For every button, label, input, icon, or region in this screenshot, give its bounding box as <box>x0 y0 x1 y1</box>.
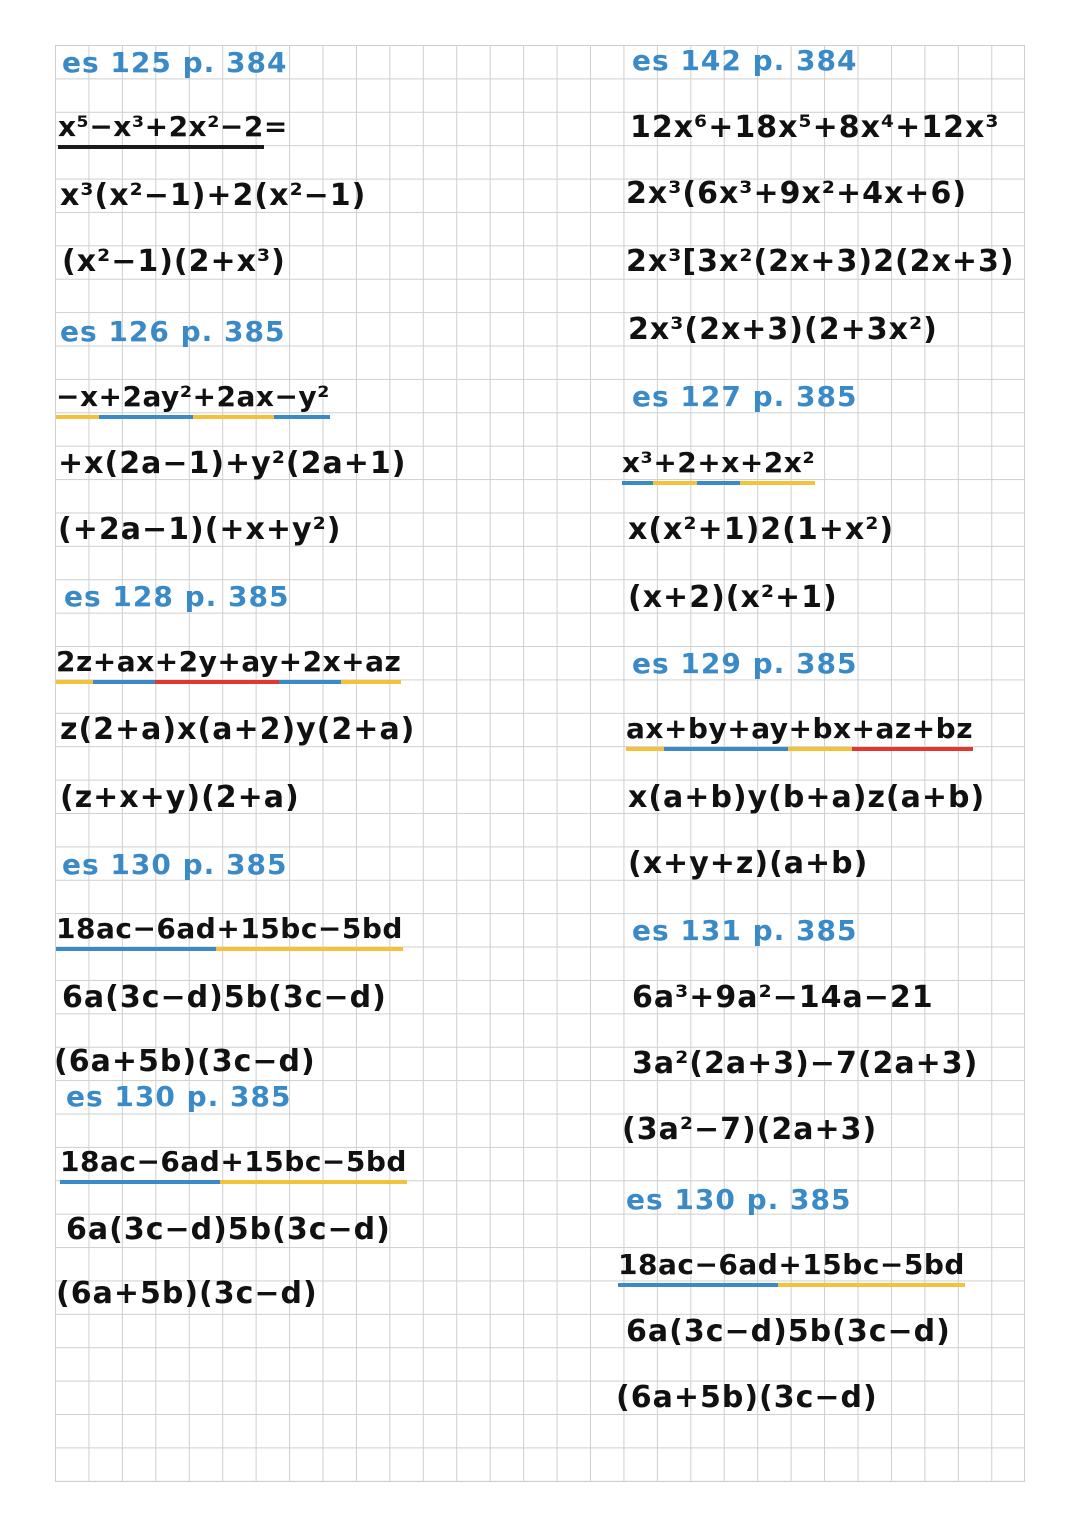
expression-term: 18ac−6ad <box>60 1145 220 1184</box>
factor-result: (6a+5b)(3c−d) <box>56 1276 318 1311</box>
expression-grouped <box>60 1145 407 1184</box>
factor-step: z(2+a)x(a+2)y(2+a) <box>60 712 416 747</box>
expression-term: −x <box>56 380 99 419</box>
factor-result: (+2a−1)(+x+y²) <box>58 512 342 547</box>
factor-step: 6a(3c−d)5b(3c−d) <box>66 1212 391 1247</box>
expression-term: +2y <box>155 645 218 684</box>
expression-term: +bx <box>788 712 851 751</box>
expression-term: 18ac−6ad <box>618 1248 778 1287</box>
factor-step: 2x³(6x³+9x²+4x+6) <box>626 176 968 211</box>
exercise-heading: es 129 p. 385 <box>632 647 858 680</box>
factor-result: (x+y+z)(a+b) <box>628 846 869 881</box>
expression-term: +x <box>697 446 740 485</box>
expression-grouped <box>618 1248 965 1287</box>
factor-result: (x+2)(x²+1) <box>628 580 838 615</box>
factor-step: +x(2a−1)+y²(2a+1) <box>58 446 407 481</box>
expression-term: +15bc−5bd <box>778 1248 965 1287</box>
factor-result: (6a+5b)(3c−d) <box>616 1380 878 1415</box>
expression-term: +15bc−5bd <box>216 912 403 951</box>
factor-step: 2x³[3x²(2x+3)2(2x+3) <box>626 244 1015 279</box>
expression-term: +2x <box>279 645 342 684</box>
expression-term: −y² <box>274 380 329 419</box>
expression-term: +2x²−2 <box>145 110 264 149</box>
factor-step: 6a(3c−d)5b(3c−d) <box>62 980 387 1015</box>
expression-term: +15bc−5bd <box>220 1145 407 1184</box>
expression-term: +2x² <box>740 446 815 485</box>
exercise-heading: es 142 p. 384 <box>632 44 858 77</box>
expression-grouped <box>58 110 288 149</box>
expression-term: x³ <box>622 446 653 485</box>
expression-term: +ay <box>217 645 278 684</box>
expression-grouped <box>56 645 401 684</box>
expression-term: +by <box>664 712 727 751</box>
expression-grouped <box>622 446 815 485</box>
exercise-heading: es 131 p. 385 <box>632 914 858 947</box>
expression-grouped <box>56 380 330 419</box>
expression-term: +2ay² <box>99 380 193 419</box>
expression-term: = <box>263 110 288 143</box>
expression-term: +az+bz <box>852 712 973 751</box>
expression-term: +az <box>341 645 401 684</box>
factor-result: (x²−1)(2+x³) <box>62 244 286 279</box>
exercise-heading: es 130 p. 385 <box>62 848 288 881</box>
expression-term: +ay <box>727 712 788 751</box>
expression-term: ax <box>626 712 664 751</box>
factor-step: x(x²+1)2(1+x²) <box>628 512 895 547</box>
factor-result: (3a²−7)(2a+3) <box>622 1112 878 1147</box>
exercise-heading: es 130 p. 385 <box>66 1080 292 1113</box>
expression-term: +2 <box>653 446 697 485</box>
factor-step: 3a²(2a+3)−7(2a+3) <box>632 1046 979 1081</box>
factor-result: 2x³(2x+3)(2+3x²) <box>628 312 938 347</box>
expression-term: +2ax <box>193 380 275 419</box>
factor-step: 12x⁶+18x⁵+8x⁴+12x³ <box>630 110 1000 145</box>
factor-result: (z+x+y)(2+a) <box>60 780 300 815</box>
exercise-heading: es 125 p. 384 <box>62 46 288 79</box>
exercise-heading: es 126 p. 385 <box>60 315 286 348</box>
factor-step: x³(x²−1)+2(x²−1) <box>60 178 367 213</box>
expression-term: +ax <box>93 645 155 684</box>
expression-term: x⁵−x³ <box>58 110 145 149</box>
factor-result: (6a+5b)(3c−d) <box>54 1044 316 1079</box>
exercise-heading: es 128 p. 385 <box>64 580 290 613</box>
expression-grouped <box>626 712 973 751</box>
factor-step: 6a³+9a²−14a−21 <box>632 980 934 1015</box>
exercise-heading: es 127 p. 385 <box>632 380 858 413</box>
expression-grouped <box>56 912 403 951</box>
exercise-heading: es 130 p. 385 <box>626 1183 852 1216</box>
factor-step: x(a+b)y(b+a)z(a+b) <box>628 780 986 815</box>
factor-step: 6a(3c−d)5b(3c−d) <box>626 1314 951 1349</box>
expression-term: 18ac−6ad <box>56 912 216 951</box>
expression-term: 2z <box>56 645 93 684</box>
